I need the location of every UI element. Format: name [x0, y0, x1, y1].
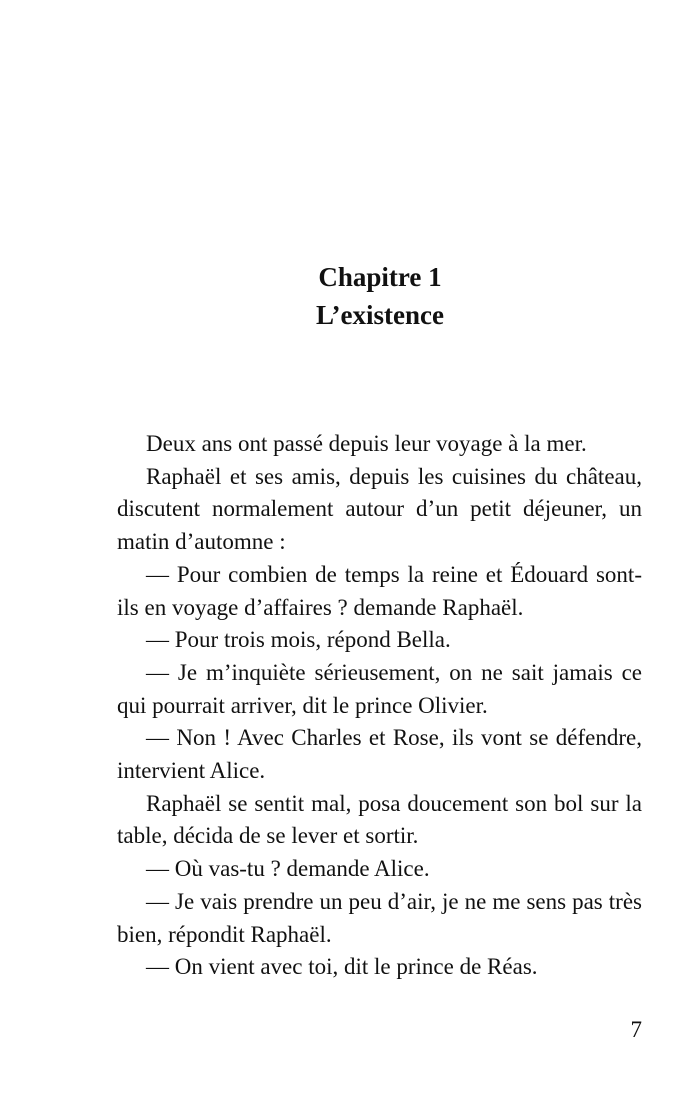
- paragraph: — Non ! Avec Charles et Rose, ils vont se défendre, intervient Alice.: [117, 725, 642, 784]
- paragraph: — Où vas-tu ? demande Alice.: [146, 856, 430, 882]
- paragraph: Raphaël se sentit mal, posa doucement son bol sur la table, décida de se lever et sortir.: [117, 790, 642, 849]
- page-number: 7: [630, 1017, 642, 1042]
- chapter-number: Chapitre 1: [318, 262, 442, 292]
- paragraph: — On vient avec toi, dit le prince de Réas.: [146, 954, 538, 980]
- paragraph: — Pour trois mois, répond Bella.: [146, 627, 451, 653]
- chapter-body: [117, 428, 642, 984]
- paragraph: — Pour combien de temps la reine et Édouard sont-ils en voyage d’affaires ? demande Raphaël.: [117, 561, 642, 620]
- chapter-title: L’existence: [316, 300, 444, 330]
- paragraph: — Je vais prendre un peu d’air, je ne me sens pas très bien, répondit Raphaël.: [117, 888, 642, 947]
- paragraph: Raphaël et ses amis, depuis les cuisines du château, discutent normalement autour d’un petit déjeuner, un matin d’automne :: [117, 463, 642, 555]
- paragraph: — Je m’inquiète sérieusement, on ne sait jamais ce qui pourrait arriver, dit le prince Olivier.: [117, 659, 642, 718]
- paragraph: Deux ans ont passé depuis leur voyage à la mer.: [146, 431, 587, 456]
